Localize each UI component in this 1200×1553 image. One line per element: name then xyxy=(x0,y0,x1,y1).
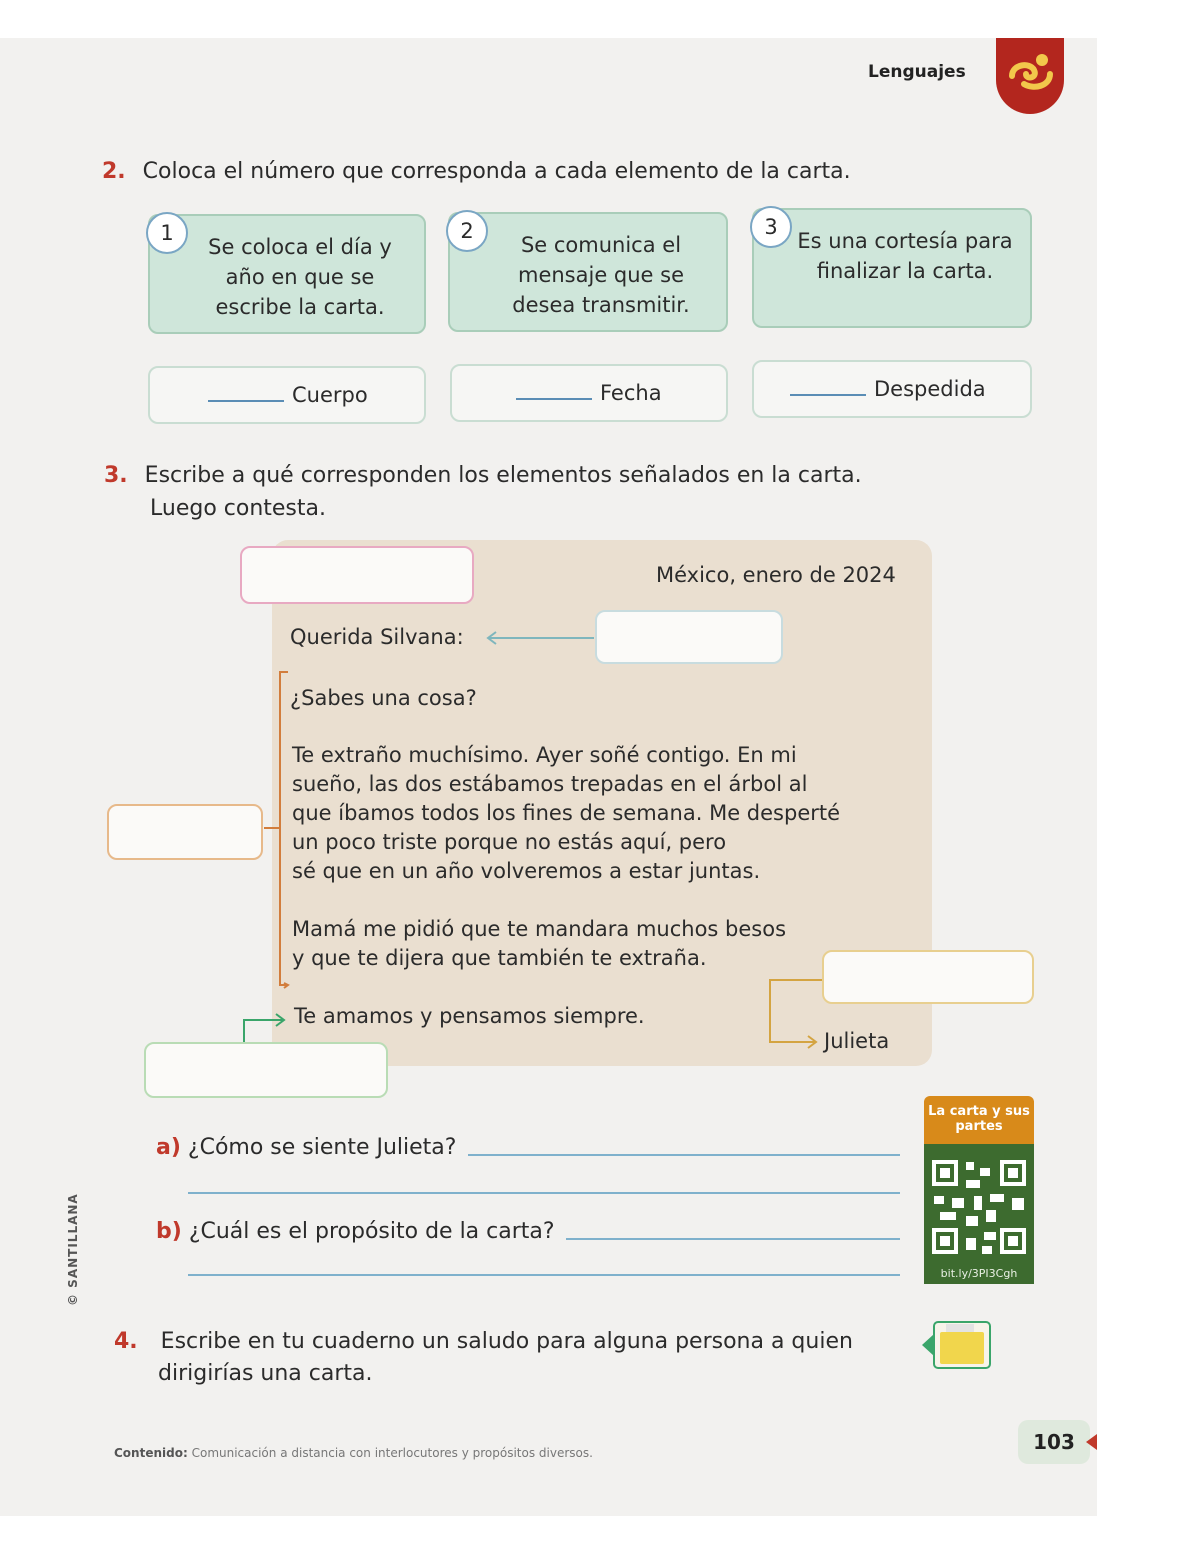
subject-title: Lenguajes xyxy=(868,62,966,82)
letter-body-line: y que te dijera que también te extraña. xyxy=(292,946,707,970)
label-cuerpo: Cuerpo xyxy=(292,383,368,407)
body-bracket xyxy=(264,672,288,988)
qr-link[interactable]: bit.ly/3PI3Cgh xyxy=(940,1267,1018,1280)
answer-line-a2[interactable] xyxy=(188,1192,900,1194)
card-number-3: 3 xyxy=(750,206,792,248)
card-text-2: Se comunica el mensaje que se desea transmitir. xyxy=(512,233,690,317)
q2-number: 2. xyxy=(102,159,126,184)
page-number: 103 xyxy=(1018,1420,1090,1464)
q4-text-line1: Escribe en tu cuaderno un saludo para alguna persona a quien xyxy=(160,1329,853,1354)
card-text-1: Se coloca el día y año en que se escribe la carta. xyxy=(208,235,392,319)
q2-text: Coloca el número que corresponda a cada elemento de la carta. xyxy=(142,159,851,184)
letter-closing: Te amamos y pensamos siempre. xyxy=(294,1004,645,1028)
greeting-arrow xyxy=(488,632,594,644)
closing-arrow xyxy=(244,1014,284,1042)
card-text-3: Es una cortesía para finalizar la carta. xyxy=(797,229,1013,283)
card-number-1: 1 xyxy=(146,212,188,254)
letter-signature: Julieta xyxy=(824,1029,890,1053)
q3-text-line1: Escribe a qué corresponden los elementos señalados en la carta. xyxy=(144,463,862,488)
letter-body-line: sueño, las dos estábamos trepadas en el árbol al xyxy=(292,772,808,796)
answer-line-b2[interactable] xyxy=(188,1274,900,1276)
q4-prompt xyxy=(114,1326,914,1358)
label-fecha: Fecha xyxy=(600,381,662,405)
footer-text: Comunicación a distancia con interlocutores y propósitos diversos. xyxy=(191,1446,593,1460)
letter-body-line: que íbamos todos los fines de semana. Me desperté xyxy=(292,801,841,825)
connector-lines xyxy=(0,38,1097,1138)
qr-code-icon[interactable] xyxy=(930,1158,1028,1256)
question-a-text: ¿Cómo se siente Julieta? xyxy=(187,1135,457,1160)
qr-title: La carta y sus partes xyxy=(924,1096,1034,1146)
q4-number: 4. xyxy=(114,1329,138,1354)
page-marker-icon xyxy=(1086,1434,1097,1450)
qr-card[interactable] xyxy=(924,1144,1034,1284)
answer-line-a1[interactable] xyxy=(468,1154,900,1156)
letter-date: México, enero de 2024 xyxy=(656,563,896,587)
card-number-2: 2 xyxy=(446,210,488,252)
question-a xyxy=(156,1132,456,1164)
textbook-page xyxy=(0,38,1097,1516)
answer-line-b1[interactable] xyxy=(566,1238,900,1240)
letter-body-line: sé que en un año volveremos a estar juntas. xyxy=(292,859,761,883)
signature-arrow xyxy=(770,980,822,1048)
footer-content xyxy=(114,1446,593,1460)
question-b-letter: b) xyxy=(156,1219,182,1244)
question-a-letter: a) xyxy=(156,1135,181,1160)
letter-body-line: Te extraño muchísimo. Ayer soñé contigo. En mi xyxy=(292,743,797,767)
letter-p1: ¿Sabes una cosa? xyxy=(290,686,477,710)
q3-number: 3. xyxy=(104,463,128,488)
question-b-text: ¿Cuál es el propósito de la carta? xyxy=(188,1219,555,1244)
letter-body-line: un poco triste porque no estás aquí, pero xyxy=(292,830,727,854)
q4-text-line2: dirigirías una carta. xyxy=(158,1361,373,1386)
footer-label: Contenido: xyxy=(114,1446,188,1460)
letter-body-line: Mamá me pidió que te mandara muchos besos xyxy=(292,917,787,941)
q3-text-line2: Luego contesta. xyxy=(150,496,326,521)
notebook-icon xyxy=(920,1318,992,1372)
publisher-mark: © SANTILLANA xyxy=(66,1193,80,1306)
label-despedida: Despedida xyxy=(874,377,986,401)
letter-greeting: Querida Silvana: xyxy=(290,625,464,649)
question-b xyxy=(156,1216,555,1248)
